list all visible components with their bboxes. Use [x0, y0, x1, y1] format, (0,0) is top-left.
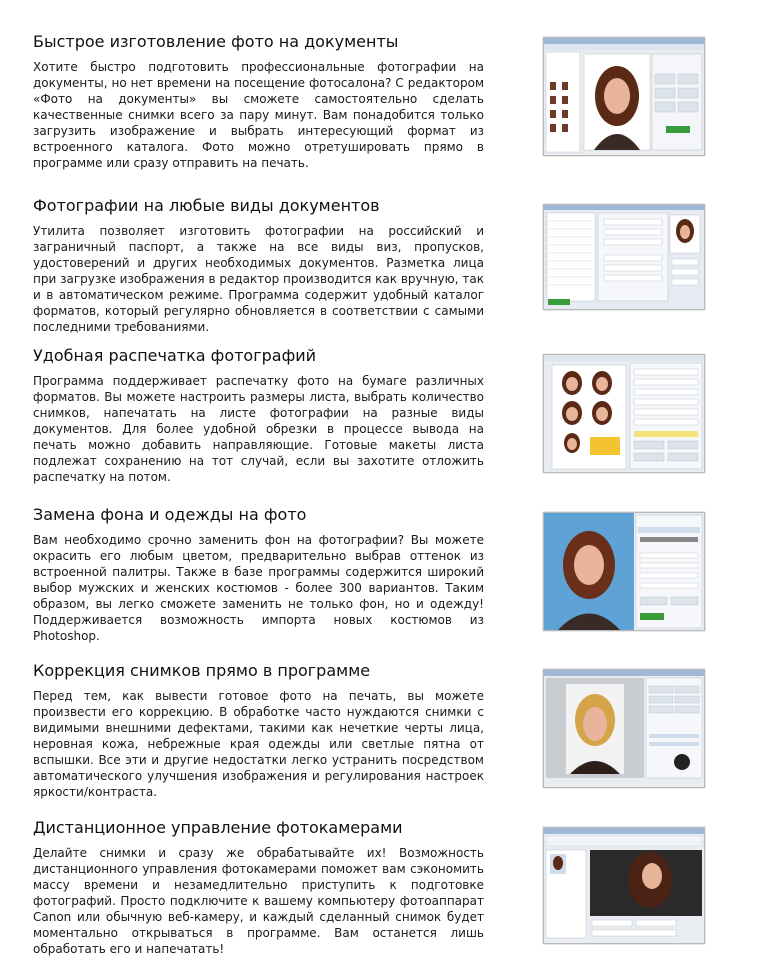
- formats-catalog-screenshot[interactable]: [543, 204, 705, 310]
- feature-description: Утилита позволяет изготовить фотографии на российский и заграничный паспорт, а также на все виды виз, пропусков, удостоверений и других необходимых документов. Разметка лица при загрузке изображения в редактор производится как вручную, так и в автоматическом режиме. Программа содержит удобный каталог форматов, который регулярно обновляется в соответствии с самыми последними требованиями.: [33, 224, 484, 334]
- feature-description: Перед тем, как вывести готовое фото на печать, вы можете произвести его коррекцию. В обработке часто нуждаются снимки с видимыми внешними дефектами, такими как нечеткие черты лица, неровная кожа, небрежные края одежды или светлые пятна от вспышки. Все эти и другие недостатки легко устранить посредством автоматического улучшения изображения и регулирования настроек яркости/контраста.: [33, 689, 484, 799]
- feature-description: Программа поддерживает распечатку фото на бумаге различных форматов. Вы можете настроить размеры листа, выбрать количество снимков, напечатать на листе фотографии на разные виды документов. Для более удобной обрезки в процессе вывода на печать можно добавить направляющие. Готовые макеты листа подлежат сохранению на тот случай, если вы захотите отложить распечатку на потом.: [33, 374, 484, 484]
- feature-description: Делайте снимки и сразу же обрабатывайте их! Возможность дистанционного управления фотокамерами поможет вам сэкономить массу времени и незамедлительно приступить к подготовке фотографий. Просто подключите к вашему компьютеру фотоаппарат Canon или обычную веб-камеру, и каждый сделанный снимок будет моментально открываться в программе. Вам останется лишь обработать его и напечатать!: [33, 846, 484, 956]
- feature-title: Дистанционное управление фотокамерами: [33, 818, 403, 837]
- feature-description: Вам необходимо срочно заменить фон на фотографии? Вы можете окрасить его любым цветом, предварительно выбрав оттенок из встроенной палитры. Также в базе программы содержится широкий выбор мужских и женских костюмов - более 300 вариантов. Таким образом, вы легко сможете заменить не только фон, но и одежду! Поддерживается возможность импорта новых костюмов из Photoshop.: [33, 533, 484, 643]
- feature-title: Замена фона и одежды на фото: [33, 505, 307, 524]
- feature-description: Хотите быстро подготовить профессиональные фотографии на документы, но нет времени на посещение фотосалона? С редактором «Фото на документы» вы сможете самостоятельно сделать качественные снимки всего за пару минут. Вам понадобится только загрузить изображение и выбрать интересующий формат из встроенного каталога. Фото можно отретушировать прямо в программе или сразу отправить на печать.: [33, 60, 484, 170]
- feature-title: Фотографии на любые виды документов: [33, 196, 380, 215]
- print-layout-screenshot[interactable]: [543, 354, 705, 473]
- feature-title: Быстрое изготовление фото на документы: [33, 32, 399, 51]
- background-replace-screenshot[interactable]: [543, 512, 705, 631]
- main-window-screenshot[interactable]: [543, 37, 705, 156]
- camera-control-screenshot[interactable]: [543, 827, 705, 944]
- feature-title: Удобная распечатка фотографий: [33, 346, 317, 365]
- retouch-screenshot[interactable]: [543, 669, 705, 788]
- feature-title: Коррекция снимков прямо в программе: [33, 661, 371, 680]
